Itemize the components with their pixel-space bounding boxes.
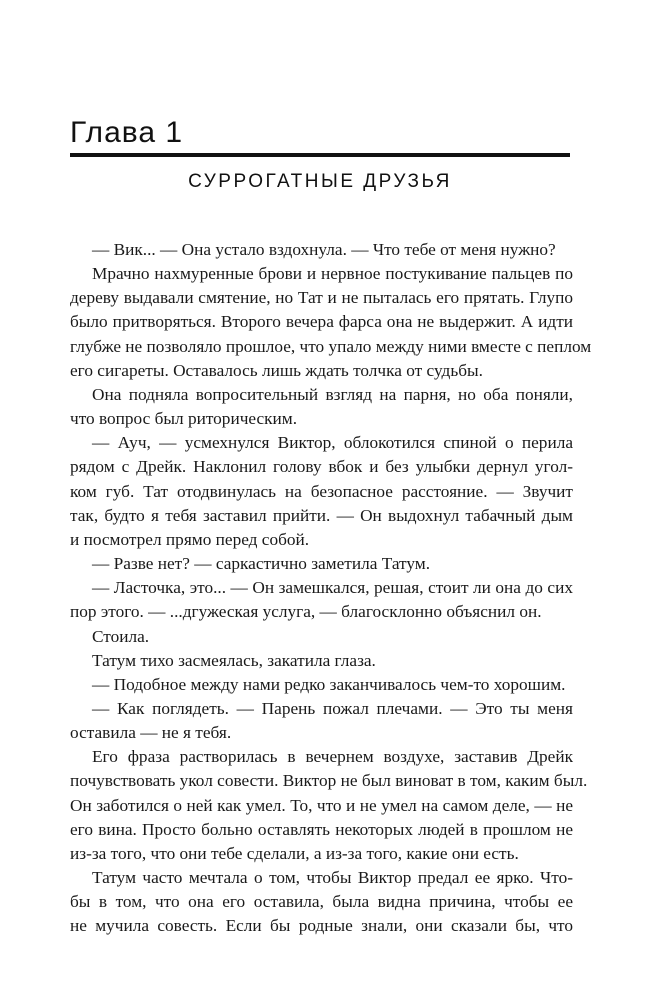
paragraph	[70, 431, 573, 552]
text-line: оставила — не я тебя.	[70, 723, 232, 743]
paragraph	[70, 552, 573, 576]
chapter-rule	[70, 153, 570, 157]
paragraph	[70, 576, 573, 624]
text-line: — Ауч, — усмехнулся Виктор, облокотился спиной о перила	[92, 433, 573, 453]
paragraph	[70, 673, 573, 697]
paragraph	[70, 649, 573, 673]
paragraph	[70, 697, 573, 745]
text-line: не мучила совесть. Если бы родные знали, они сказали бы, что	[70, 916, 573, 936]
text-line: Мрачно нахмуренные брови и нервное постукивание пальцев по	[92, 264, 573, 284]
text-line: было притворяться. Второго вечера фарса она не выдержит. А идти	[70, 312, 573, 332]
paragraph	[70, 262, 592, 383]
paragraph	[70, 383, 573, 431]
text-line: Стоила.	[92, 626, 150, 646]
paragraph	[70, 866, 573, 938]
text-line: из-за того, что они тебе сделали, а из-за того, какие они есть.	[70, 843, 519, 863]
text-line: его сигареты. Оставалось лишь ждать толчка от судьбы.	[70, 360, 483, 380]
text-line: дереву выдавали смятение, но Тат и не пыталась его прятать. Глупо	[70, 288, 573, 308]
text-line: — Как поглядеть. — Парень пожал плечами. — Это ты меня	[92, 698, 573, 718]
chapter-title: СУРРОГАТНЫЕ ДРУЗЬЯ	[188, 171, 452, 192]
text-line: — Подобное между нами редко заканчивалось чем-то хорошим.	[92, 674, 566, 694]
text-line: его вина. Просто больно оставлять некоторых людей в прошлом не	[70, 819, 573, 839]
paragraph	[70, 625, 573, 649]
text-line: Она подняла вопросительный взгляд на парня, но оба поняли,	[92, 384, 573, 404]
text-line: Татум часто мечтала о том, чтобы Виктор предал ее ярко. Что-	[92, 868, 573, 888]
text-line: так, будто я тебя заставил прийти. — Он выдохнул табачный дым	[70, 505, 573, 525]
text-line: — Ласточка, это... — Он замешкался, решая, стоит ли она до сих	[92, 578, 573, 598]
chapter-label: Глава 1	[70, 116, 184, 149]
text-line: Он заботился о ней как умел. То, что и не умел на самом деле, — не	[70, 795, 573, 815]
text-line: — Разве нет? — саркастично заметила Татум.	[92, 554, 431, 574]
body-text	[70, 238, 592, 939]
text-line: глубже не позволяло прошлое, что упало между ними вместе с пеплом	[70, 336, 592, 356]
paragraph	[70, 745, 588, 866]
text-line: и посмотрел прямо перед собой.	[70, 529, 310, 549]
text-line: — Вик... — Она устало вздохнула. — Что тебе от меня нужно?	[92, 240, 556, 259]
text-line: Татум тихо засмеялась, закатила глаза.	[92, 650, 376, 670]
text-line: рядом с Дрейк. Наклонил голову вбок и без улыбки дернул угол-	[70, 457, 573, 477]
paragraph	[70, 238, 573, 262]
text-line: пор этого. — ...дгужеская услуга, — благосклонно объяснил он.	[70, 602, 542, 622]
text-line: бы в том, что она его оставила, была видна причина, чтобы ее	[70, 892, 573, 912]
text-line: ком губ. Тат отодвинулась на безопасное расстояние. — Звучит	[70, 481, 573, 501]
text-line: что вопрос был риторическим.	[70, 409, 298, 429]
text-line: Его фраза растворилась в вечернем воздухе, заставив Дрейк	[92, 747, 573, 767]
text-line: почувствовать укол совести. Виктор не был виноват в том, каким был.	[70, 771, 588, 791]
